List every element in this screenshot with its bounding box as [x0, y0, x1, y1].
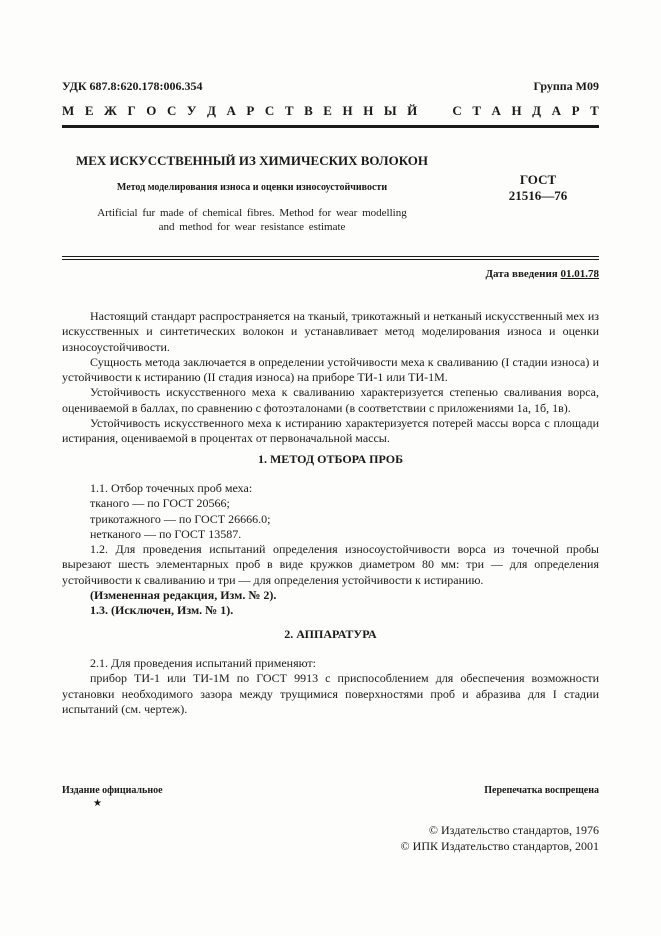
banner-letter: Е — [323, 103, 332, 118]
banner-letter: Р — [246, 103, 255, 118]
copyright-line: © ИПК Издательство стандартов, 2001 — [400, 839, 599, 853]
banner-letter: У — [186, 103, 197, 118]
clause-1-1-item: трикотажного — по ГОСТ 26666.0; — [90, 511, 271, 526]
introduction-date-label: Дата введения — [485, 268, 558, 280]
gost-number: 21516—76 — [508, 188, 568, 203]
banner-letter: Н — [511, 103, 522, 118]
banner-letter: А — [226, 103, 236, 118]
banner-letter: Н — [363, 103, 374, 118]
english-title — [62, 206, 442, 234]
banner-letter: С — [166, 103, 177, 118]
banner-letter: Е — [84, 103, 94, 118]
banner-letter: Д — [532, 103, 542, 118]
banner-letter: Н — [342, 103, 353, 118]
title-rule — [62, 256, 599, 257]
banner-letter: Т — [472, 103, 481, 118]
clause-2-1-item: прибор ТИ-1 или ТИ-1М по ГОСТ 9913 с приспособлением для обеспечения возможности установки необходимого зазора между трущимися поверхностями проб и абразива для I стадии испытаний (см. чертеж). — [62, 671, 599, 716]
banner-letter: С — [452, 103, 462, 118]
english-title-line: Artificial fur made of chemical fibres. Method for wear modelling — [97, 207, 407, 219]
banner-letter: Р — [571, 103, 580, 118]
clause-1-1-item: нетканого — по ГОСТ 13587. — [90, 526, 242, 541]
banner-letter: О — [146, 103, 157, 118]
banner-letter: М — [62, 103, 75, 118]
english-title-line: and method for wear resistance estimate — [158, 221, 346, 233]
clause-1-1: 1.1. Отбор точечных проб меха: — [90, 481, 253, 495]
amendment-note: (Измененная редакция, Изм. № 2). — [90, 588, 277, 603]
banner-gap — [428, 103, 442, 119]
gost-designation — [488, 172, 588, 204]
document-title: МЕХ ИСКУССТВЕННЫЙ ИЗ ХИМИЧЕСКИХ ВОЛОКОН — [75, 153, 429, 168]
copyright-line: © Издательство стандартов, 1976 — [428, 823, 599, 837]
copyright-block — [299, 822, 599, 854]
intro-paragraph: Устойчивость искусственного меха к сваливанию характеризуется степенью сваливания ворса, оцениваемой в баллах, по сравнению с фотоэталонами (в соответствии с приложениями 1а, 1б, 1в). — [62, 385, 599, 415]
banner-letter: Т — [284, 103, 294, 118]
banner-letter: А — [551, 103, 562, 118]
udk-code: УДК 687.8:620.178:006.354 — [62, 79, 203, 93]
intro-section — [62, 309, 599, 447]
reprint-prohibited: Перепечатка воспрещена — [484, 785, 599, 796]
section-2-heading: 2. АППАРАТУРА — [284, 627, 377, 641]
banner-letter: Т — [590, 103, 599, 118]
introduction-date — [485, 268, 599, 280]
group-code: Группа М09 — [533, 79, 599, 93]
introduction-date-value: 01.01.78 — [560, 268, 599, 280]
intro-paragraph: Сущность метода заключается в определении устойчивости меха к сваливанию (I стадии износа) и устойчивости к истиранию (II стадия износа) на приборе ТИ-1 или ТИ-1М. — [62, 354, 599, 385]
banner-letter: Й — [407, 103, 418, 118]
section-2-body — [62, 656, 599, 717]
clause-2-1: 2.1. Для проведения испытаний применяют: — [90, 656, 316, 670]
banner-letter: Ж — [104, 103, 117, 118]
banner-letter: А — [491, 103, 501, 118]
banner-letter: В — [304, 103, 313, 118]
clause-1-3: 1.3. (Исключен, Изм. № 1). — [90, 603, 234, 618]
banner-letter: Ы — [383, 103, 397, 118]
document-subtitle: Метод моделирования износа и оценки износоустойчивости — [116, 182, 388, 193]
banner-letter: Д — [206, 103, 216, 118]
header-rule — [62, 125, 599, 128]
section-1-heading: 1. МЕТОД ОТБОРА ПРОБ — [257, 452, 403, 466]
banner-letter: Г — [127, 103, 136, 118]
banner-letter: С — [264, 103, 275, 118]
clause-1-1-item: тканого — по ГОСТ 20566; — [90, 496, 230, 511]
intro-paragraph: Настоящий стандарт распространяется на тканый, трикотажный и нетканый искусственный мех из искусственных и синтетических волокон и устанавливает метод моделирования износа и оценки износоустойчивости. — [62, 309, 599, 354]
clause-1-2: 1.2. Для проведения испытаний определения износоустойчивости ворса из точечной пробы вырезают шесть элементарных проб в виде кружков диаметром 80 мм: три — для определения устойчивости к сваливанию и три — для определения устойчивости к истиранию. — [62, 542, 599, 587]
section-1-body — [62, 481, 599, 619]
official-edition: Издание официальное — [62, 785, 163, 796]
title-rule-double — [62, 259, 599, 260]
star-icon: ★ — [93, 798, 102, 809]
intro-paragraph: Устойчивость искусственного меха к истиранию характеризуется потерей массы ворса с площади истирания, оцениваемой в процентах от первоначальной массы. — [62, 416, 599, 446]
interstate-standard-banner — [62, 103, 599, 119]
gost-label: ГОСТ — [519, 172, 557, 187]
